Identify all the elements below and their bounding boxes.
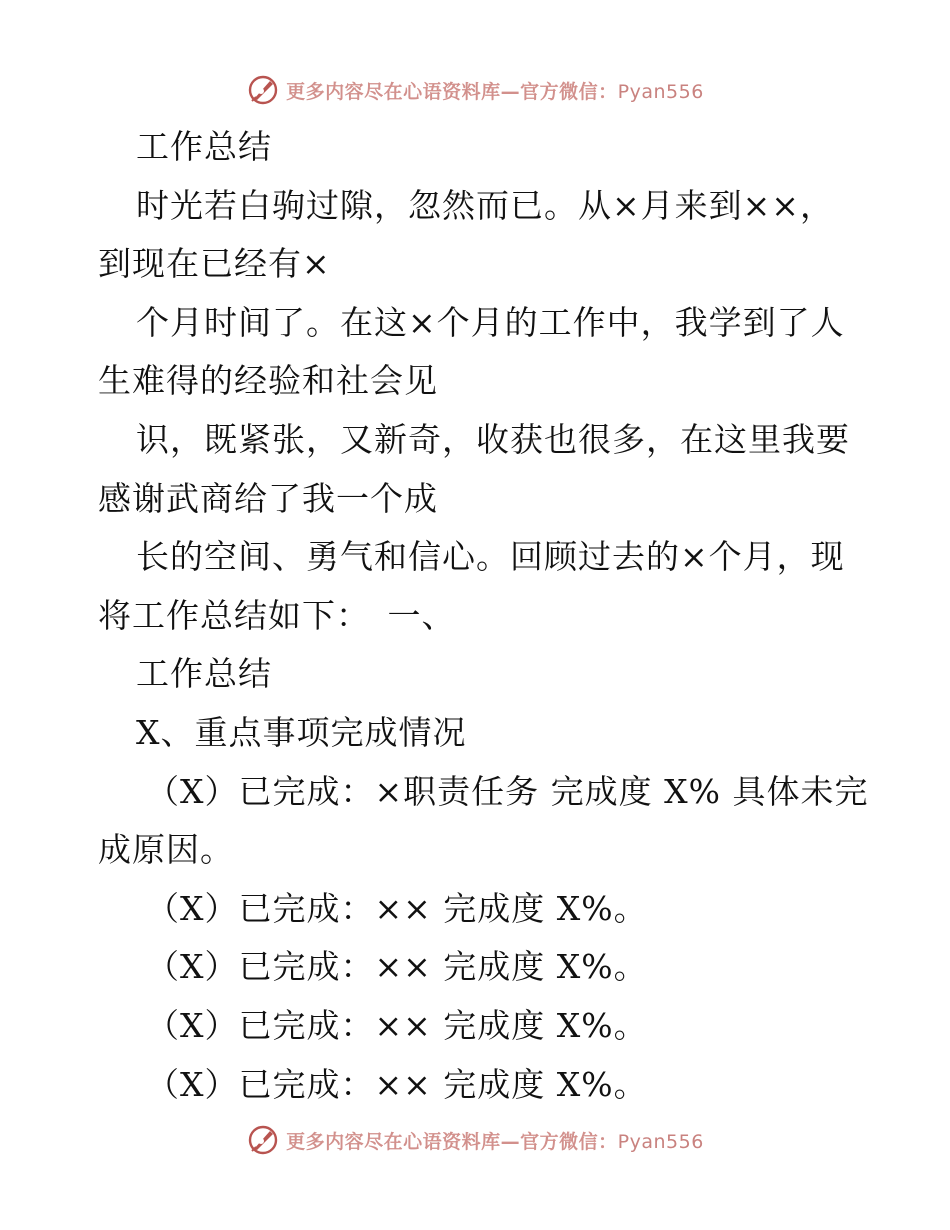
heading-work-summary: 工作总结 [136,127,272,166]
quill-logo-icon [246,73,280,107]
list-item: （X）已完成：×× 完成度 X%。 [146,888,648,928]
paragraph-line: 生难得的经验和社会见 [98,361,438,401]
paragraph-line: 到现在已经有× [98,244,331,284]
watermark-text: 更多内容尽在心语资料库—官方微信：Pyan556 [286,1130,704,1153]
paragraph-line: 感谢武商给了我一个成 [98,478,438,518]
watermark-text: 更多内容尽在心语资料库—官方微信：Pyan556 [286,80,704,103]
list-item-continuation: 成原因。 [98,830,234,870]
paragraph-line: 识，既紧张，又新奇，收获也很多，在这里我要 [136,419,850,459]
list-item: （X）已完成：×× 完成度 X%。 [146,947,648,987]
paragraph-line: 长的空间、勇气和信心。回顾过去的×个月，现 [136,537,845,577]
paragraph-line: 个月时间了。在这×个月的工作中，我学到了人 [136,302,845,342]
list-item: （X）已完成：×职责任务 完成度 X% 具体未完 [146,771,869,811]
list-item: （X）已完成：×× 完成度 X%。 [146,1064,648,1104]
footer-watermark [0,1122,950,1158]
list-item: （X）已完成：×× 完成度 X%。 [146,1005,648,1045]
section-heading: 工作总结 [136,654,272,694]
paragraph-line: 时光若白驹过隙，忽然而已。从×月来到××， [136,185,834,225]
quill-logo-icon [246,1123,280,1157]
document-body [98,118,869,1114]
header-watermark [0,72,950,108]
subsection-heading: X、重点事项完成情况 [136,712,467,752]
paragraph-line: 将工作总结如下： 一、 [98,595,456,635]
